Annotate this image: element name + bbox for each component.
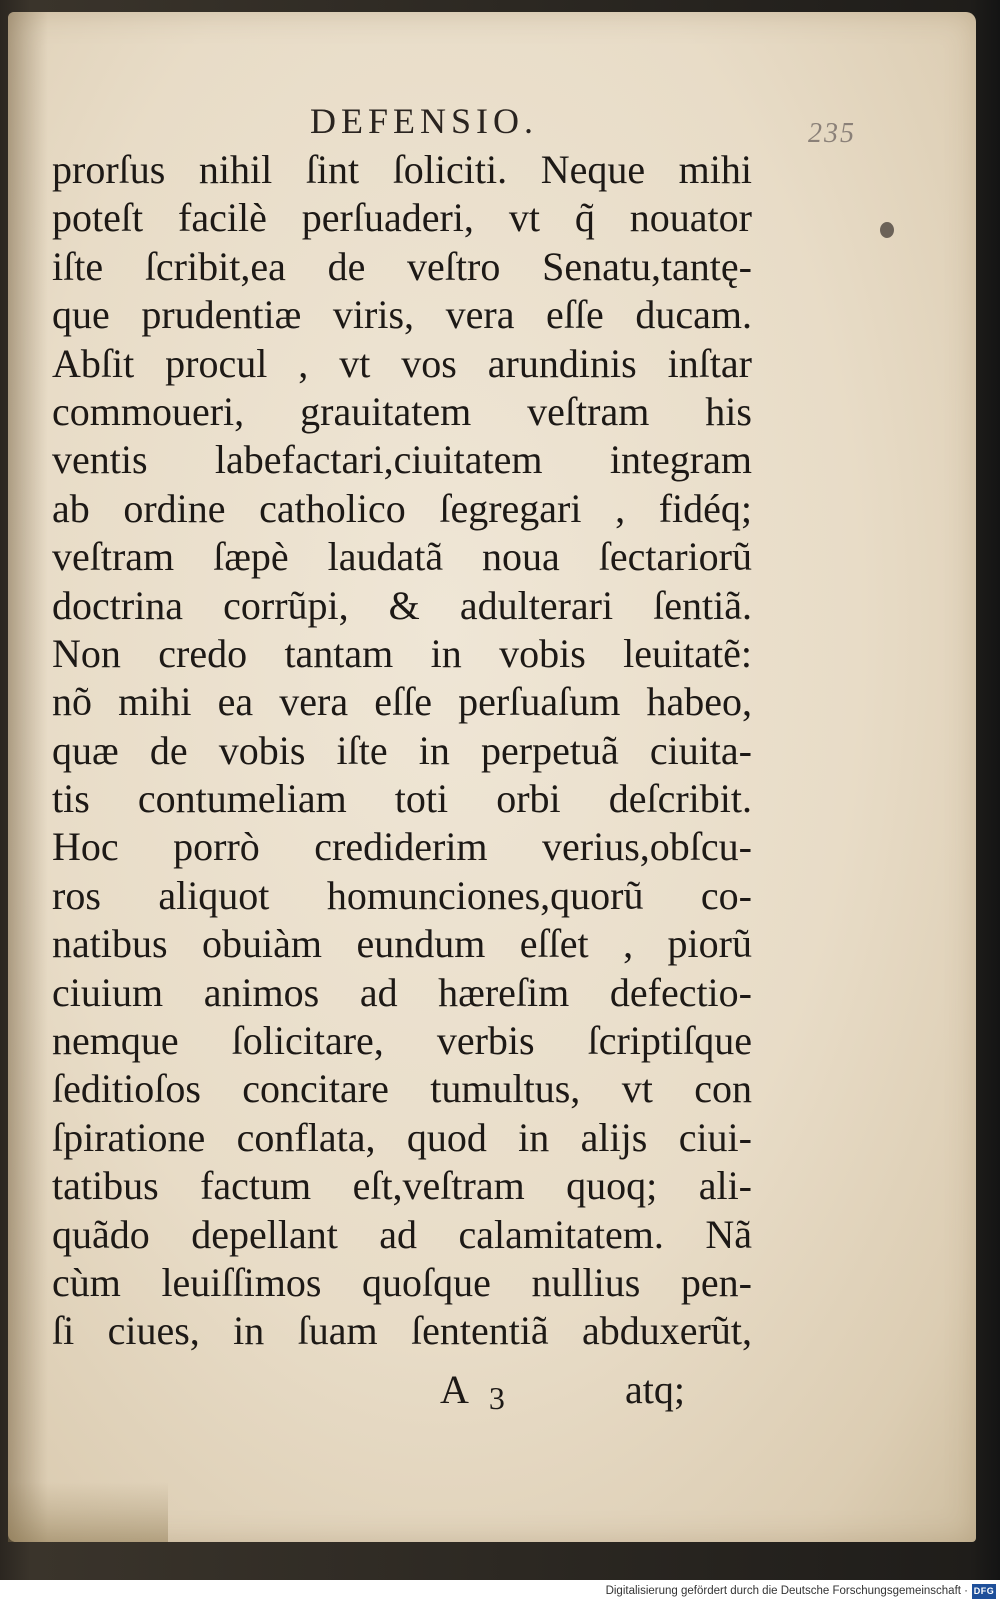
signature-number: 3 [488, 1380, 505, 1416]
text-line: nõ mihi ea vera eſſe perſuaſum habeo, [52, 679, 752, 725]
text-line: ab ordine catholico ſegregari , fidéq; [52, 485, 752, 531]
page-spine-shadow [8, 12, 48, 1542]
text-line: iſte ſcribit,ea de veſtro Senatu,tantę- [52, 243, 752, 289]
text-line: doctrina corrũpi, & adulterari ſentiã. [52, 582, 752, 628]
signature-letter: A [440, 1367, 469, 1412]
funding-credit: Digitalisierung gefördert durch die Deutsche Forschungsgemeinschaft · [605, 1585, 968, 1597]
signature-mark [440, 1366, 505, 1417]
digitization-footer [0, 1580, 1000, 1605]
signature-line [0, 1366, 1000, 1416]
text-line: cùm leuiſſimos quoſque nullius pen- [52, 1259, 752, 1305]
body-text [52, 146, 752, 1356]
ink-spot [880, 222, 894, 238]
text-line: ventis labefactari,ciuitatem integram [52, 437, 752, 483]
text-line: tis contumeliam toti orbi deſcribit. [52, 776, 752, 822]
text-line: ſi ciues, in ſuam ſententiã abduxerũt, [52, 1308, 752, 1354]
text-line: commoueri, grauitatem veſtram his [52, 388, 752, 434]
page-wear-mark [8, 1482, 168, 1542]
text-line: ſeditioſos concitare tumultus, vt con [52, 1066, 752, 1112]
text-line: quæ de vobis iſte in perpetuã ciuita- [52, 727, 752, 773]
text-line: ros aliquot homunciones,quorũ co- [52, 872, 752, 918]
text-line: Abſit procul , vt vos arundinis inſtar [52, 340, 752, 386]
running-head: DEFENSIO. [310, 101, 539, 141]
text-line: Hoc porrò crediderim verius,obſcu- [52, 824, 752, 870]
catchword: atq; [625, 1367, 685, 1412]
text-line: natibus obuiàm eundum eſſet , piorũ [52, 921, 752, 967]
text-line: Non credo tantam in vobis leuitatẽ: [52, 630, 752, 676]
text-line: quãdo depellant ad calamitatem. Nã [52, 1211, 752, 1257]
text-line: que prudentiæ viris, vera eſſe ducam. [52, 292, 752, 338]
text-line: poteſt facilè perſuaderi, vt q̃ nouator [52, 195, 752, 241]
text-line: ciuium animos ad hæreſim defectio- [52, 969, 752, 1015]
text-line: ſpiratione conflata, quod in alijs ciui- [52, 1114, 752, 1160]
dfg-logo: DFG [972, 1584, 996, 1599]
text-line: nemque ſolicitare, verbis ſcriptiſque [52, 1018, 752, 1064]
text-line: veſtram ſæpè laudatã noua ſectariorũ [52, 534, 752, 580]
text-line: prorſus nihil ſint ſoliciti. Neque mihi [52, 147, 752, 192]
handwritten-folio-number: 235 [808, 118, 856, 149]
text-line: tatibus factum eſt,veſtram quoq; ali- [52, 1163, 752, 1209]
